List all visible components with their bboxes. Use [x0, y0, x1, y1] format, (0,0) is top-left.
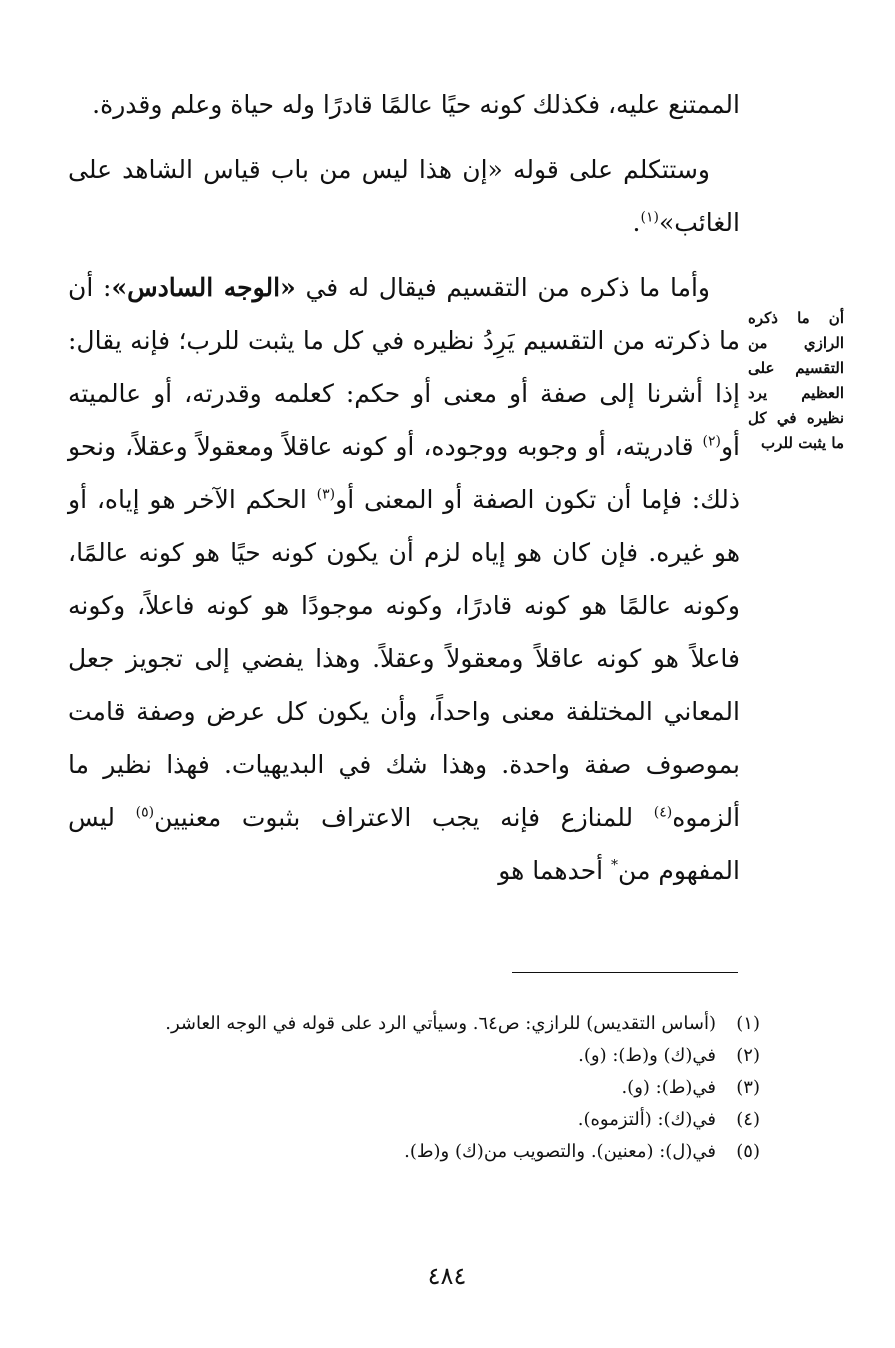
footnote-ref-1[interactable]: (١): [640, 209, 659, 226]
footnote-number: (٢): [736, 1045, 760, 1066]
page-number: ٤٨٤: [427, 1262, 467, 1290]
paragraph-2-text: وستتكلم على قوله «إن هذا ليس من باب قياس الشاهد على الغائب»: [68, 155, 740, 237]
paragraph-2: [68, 143, 740, 249]
paragraph-1: [68, 78, 740, 131]
footnotes: [60, 1008, 760, 1168]
section-heading-inline: «الوجه السادس»: [111, 273, 296, 302]
footnote-number: (٥): [736, 1141, 760, 1162]
paragraph-3: [68, 261, 740, 897]
paragraph-3-text-c: قادريته، أو وجوبه ووجوده، أو كونه عاقلاً ومعقولاً وعقلاً، ونحو ذلك: فإما أن تكون الصفة أو المعنى أو: [68, 432, 741, 514]
footnote-text: (أساس التقديس) للرازي: ص٦٤. وسيأتي الرد على قوله في الوجه العاشر.: [165, 1013, 716, 1034]
paragraph-3-text-d: الحكم الآخر هو إياه، أو هو غيره. فإن كان هو إياه لزم أن يكون كونه حيًا هو كونه عالمًا، وكونه عالمًا هو كونه قادرًا، وكونه موجودًا هو كونه فاعلاً، وكونه فاعلاً هو كونه عاقلاً ومعقولاً وعقلاً. وهذا يفضي إلى تجويز جعل المعاني المختلفة معنى واحداً، وأن يكون كل عرض وصفة قامت بموصوف صفة واحدة. وهذا شك في البديهيات. فهذا نظير ما ألزموه: [68, 485, 741, 832]
footnote-ref-2[interactable]: (٢): [702, 433, 721, 450]
footnote-ref-4[interactable]: (٤): [653, 804, 673, 821]
paragraph-1-text: الممتنع عليه، فكذلك كونه حيًا عالمًا قادرًا وله حياة وعلم وقدرة.: [92, 90, 740, 119]
paragraph-2-end: .: [632, 208, 641, 237]
main-text: [68, 78, 740, 897]
footnote: [60, 1104, 760, 1136]
paragraph-3-text-f: ليس المفهوم من: [68, 803, 740, 885]
footnote-text: في(ك): (ألتزموه).: [577, 1109, 716, 1130]
footnote-text: في(ل): (معنين). والتصويب من(ك) و(ط).: [404, 1141, 716, 1162]
footnote-number: (١): [736, 1013, 760, 1034]
footnote-ref-5[interactable]: (٥): [135, 804, 155, 821]
footnote: [60, 1040, 760, 1072]
manuscript-marker: *: [611, 857, 619, 874]
footnote: [60, 1072, 760, 1104]
footnote-number: (٤): [736, 1109, 760, 1130]
footnote-divider: [512, 972, 738, 973]
footnote-number: (٣): [736, 1077, 760, 1098]
footnote: [60, 1136, 760, 1168]
footnote-text: في(ط): (و).: [621, 1077, 716, 1098]
paragraph-3-text-g: أحدهما هو: [498, 856, 612, 885]
paragraph-3-text-e: للمنازع فإنه يجب الاعتراف بثبوت معنيين: [154, 803, 654, 832]
margin-note: أن ما ذكره الرازي من التقسيم على العظيم يرد نظيره في كل ما يثبت للرب: [748, 309, 844, 452]
paragraph-3-text-a: وأما ما ذكره من التقسيم فيقال له في: [295, 273, 710, 302]
footnote-ref-3[interactable]: (٣): [316, 486, 336, 503]
paragraph-3-text-b: : أن ما ذكرته من التقسيم يَرِدُ نظيره في كل ما يثبت للرب؛ فإنه يقال: إذا أشرنا إلى صفة أو معنى أو حكم: كعلمه وقدرته، أو عالميته أو: [68, 273, 740, 461]
footnote: [60, 1008, 760, 1040]
footnote-text: في(ك) و(ط): (و).: [578, 1045, 716, 1066]
